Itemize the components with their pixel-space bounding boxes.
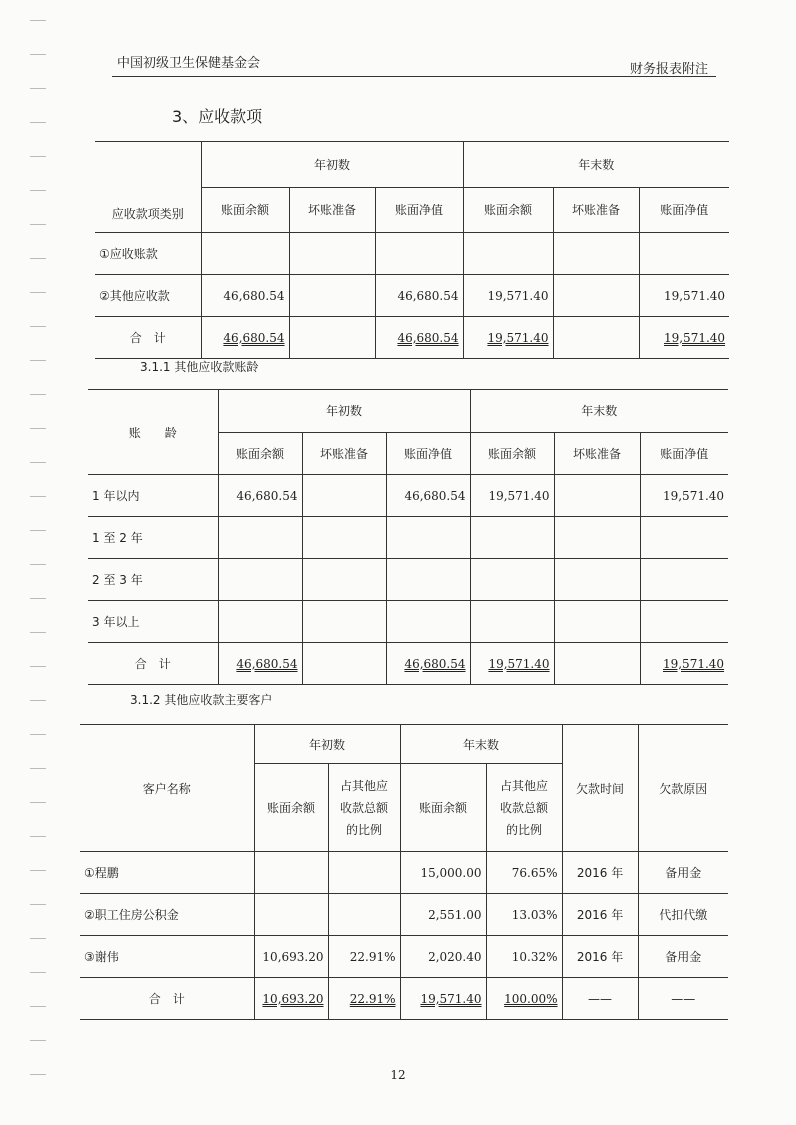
table2-group-begin: 年初数	[218, 390, 470, 433]
table2-col: 账面余额	[218, 432, 302, 475]
cell: 19,571.40	[470, 475, 554, 517]
row-label: ①应收账款	[95, 233, 201, 275]
table1-col: 坏账准备	[289, 187, 375, 233]
cell	[554, 601, 640, 643]
header-rule	[112, 76, 716, 77]
cell	[463, 233, 553, 275]
cell: 19,571.40	[463, 275, 553, 317]
cell: ——	[638, 978, 728, 1020]
cell	[386, 517, 470, 559]
row-label: ②职工住房公积金	[80, 894, 254, 936]
cell	[554, 475, 640, 517]
cell: 76.65%	[486, 852, 562, 894]
receivables-table	[95, 141, 729, 359]
section-title: 3、应收款项	[172, 107, 263, 126]
cell	[470, 517, 554, 559]
table2-group-end: 年末数	[470, 390, 728, 433]
table3-col-reason: 欠款原因	[638, 725, 728, 852]
cell	[302, 601, 386, 643]
table3-group-begin: 年初数	[254, 725, 400, 764]
total-label: 合 计	[80, 978, 254, 1020]
total-row	[80, 978, 728, 1020]
table2-col: 坏账准备	[302, 432, 386, 475]
subtitle-major-customers: 3.1.2 其他应收款主要客户	[130, 693, 273, 707]
cell: 2,020.40	[400, 936, 486, 978]
cell: 备用金	[638, 936, 728, 978]
cell: 46,680.54	[201, 317, 289, 359]
table2-col: 账面净值	[640, 432, 728, 475]
cell	[302, 559, 386, 601]
cell: 2016 年	[562, 936, 638, 978]
cell: 46,680.54	[375, 275, 463, 317]
cell	[375, 233, 463, 275]
cell	[386, 559, 470, 601]
cell	[302, 517, 386, 559]
cell: 19,571.40	[640, 475, 728, 517]
cell: 代扣代缴	[638, 894, 728, 936]
table1-col: 账面余额	[201, 187, 289, 233]
total-row	[95, 317, 729, 359]
scan-edge-marks	[30, 0, 50, 1125]
cell	[254, 852, 328, 894]
major-customers-table	[80, 724, 728, 1020]
cell	[386, 601, 470, 643]
cell: 19,571.40	[463, 317, 553, 359]
cell	[289, 233, 375, 275]
table3-col: 账面余额	[254, 764, 328, 852]
cell: 100.00%	[486, 978, 562, 1020]
table2-col: 账面余额	[470, 432, 554, 475]
cell: 2016 年	[562, 894, 638, 936]
total-row	[88, 643, 728, 685]
cell	[328, 894, 400, 936]
cell: 46,680.54	[218, 475, 302, 517]
cell: 10,693.20	[254, 978, 328, 1020]
cell: 2016 年	[562, 852, 638, 894]
cell	[302, 643, 386, 685]
subtitle-aging: 3.1.1 其他应收款账龄	[140, 360, 259, 374]
header-org: 中国初级卫生保健基金会	[117, 56, 261, 71]
table1-col: 账面净值	[375, 187, 463, 233]
table3-col-time: 欠款时间	[562, 725, 638, 852]
table3-col-ratio: 占其他应 收款总额 的比例	[486, 764, 562, 852]
row-label: ③谢伟	[80, 936, 254, 978]
cell	[639, 233, 729, 275]
table3-col-ratio: 占其他应 收款总额 的比例	[328, 764, 400, 852]
cell	[554, 643, 640, 685]
cell: 13.03%	[486, 894, 562, 936]
table1-col: 坏账准备	[553, 187, 639, 233]
cell	[470, 601, 554, 643]
table2-col: 坏账准备	[554, 432, 640, 475]
header-doc-title: 财务报表附注	[629, 62, 708, 77]
table1-group-begin: 年初数	[201, 142, 463, 188]
table-row	[80, 852, 728, 894]
cell: 15,000.00	[400, 852, 486, 894]
table-row	[80, 894, 728, 936]
cell	[553, 233, 639, 275]
cell	[328, 852, 400, 894]
total-label: 合 计	[95, 317, 201, 359]
cell: 46,680.54	[386, 643, 470, 685]
row-label: 1 年以内	[88, 475, 218, 517]
cell	[302, 475, 386, 517]
cell	[218, 601, 302, 643]
cell: 19,571.40	[470, 643, 554, 685]
table1-col: 账面余额	[463, 187, 553, 233]
table-row	[88, 475, 728, 517]
row-label: ①程鹏	[80, 852, 254, 894]
cell	[218, 517, 302, 559]
cell: 22.91%	[328, 936, 400, 978]
table-row	[80, 936, 728, 978]
cell: 19,571.40	[639, 317, 729, 359]
table2-col: 账面净值	[386, 432, 470, 475]
cell: 19,571.40	[400, 978, 486, 1020]
cell	[254, 894, 328, 936]
cell	[289, 317, 375, 359]
table1-col: 账面净值	[639, 187, 729, 233]
cell	[554, 517, 640, 559]
cell	[470, 559, 554, 601]
aging-table	[88, 389, 728, 685]
cell: 46,680.54	[218, 643, 302, 685]
row-label: ②其他应收款	[95, 275, 201, 317]
cell: ——	[562, 978, 638, 1020]
table3-group-end: 年末数	[400, 725, 562, 764]
cell	[554, 559, 640, 601]
cell: 19,571.40	[639, 275, 729, 317]
cell	[553, 275, 639, 317]
table-row	[88, 517, 728, 559]
table-row	[95, 233, 729, 275]
cell	[640, 601, 728, 643]
cell: 19,571.40	[640, 643, 728, 685]
row-label: 2 至 3 年	[88, 559, 218, 601]
table1-group-end: 年末数	[463, 142, 729, 188]
cell: 备用金	[638, 852, 728, 894]
table3-corner: 客户名称	[80, 725, 254, 852]
cell	[201, 233, 289, 275]
cell: 10,693.20	[254, 936, 328, 978]
cell	[218, 559, 302, 601]
cell	[640, 517, 728, 559]
row-label: 3 年以上	[88, 601, 218, 643]
cell: 46,680.54	[201, 275, 289, 317]
cell: 10.32%	[486, 936, 562, 978]
cell: 22.91%	[328, 978, 400, 1020]
table-row	[88, 559, 728, 601]
table-row	[88, 601, 728, 643]
cell: 2,551.00	[400, 894, 486, 936]
table1-corner: 应收款项类别	[95, 142, 201, 233]
row-label: 1 至 2 年	[88, 517, 218, 559]
cell: 46,680.54	[375, 317, 463, 359]
cell: 46,680.54	[386, 475, 470, 517]
cell	[289, 275, 375, 317]
table-row	[95, 275, 729, 317]
page-number: 12	[390, 1068, 406, 1082]
total-label: 合 计	[88, 643, 218, 685]
cell	[640, 559, 728, 601]
cell	[553, 317, 639, 359]
table2-corner: 账 龄	[88, 390, 218, 475]
table3-col: 账面余额	[400, 764, 486, 852]
